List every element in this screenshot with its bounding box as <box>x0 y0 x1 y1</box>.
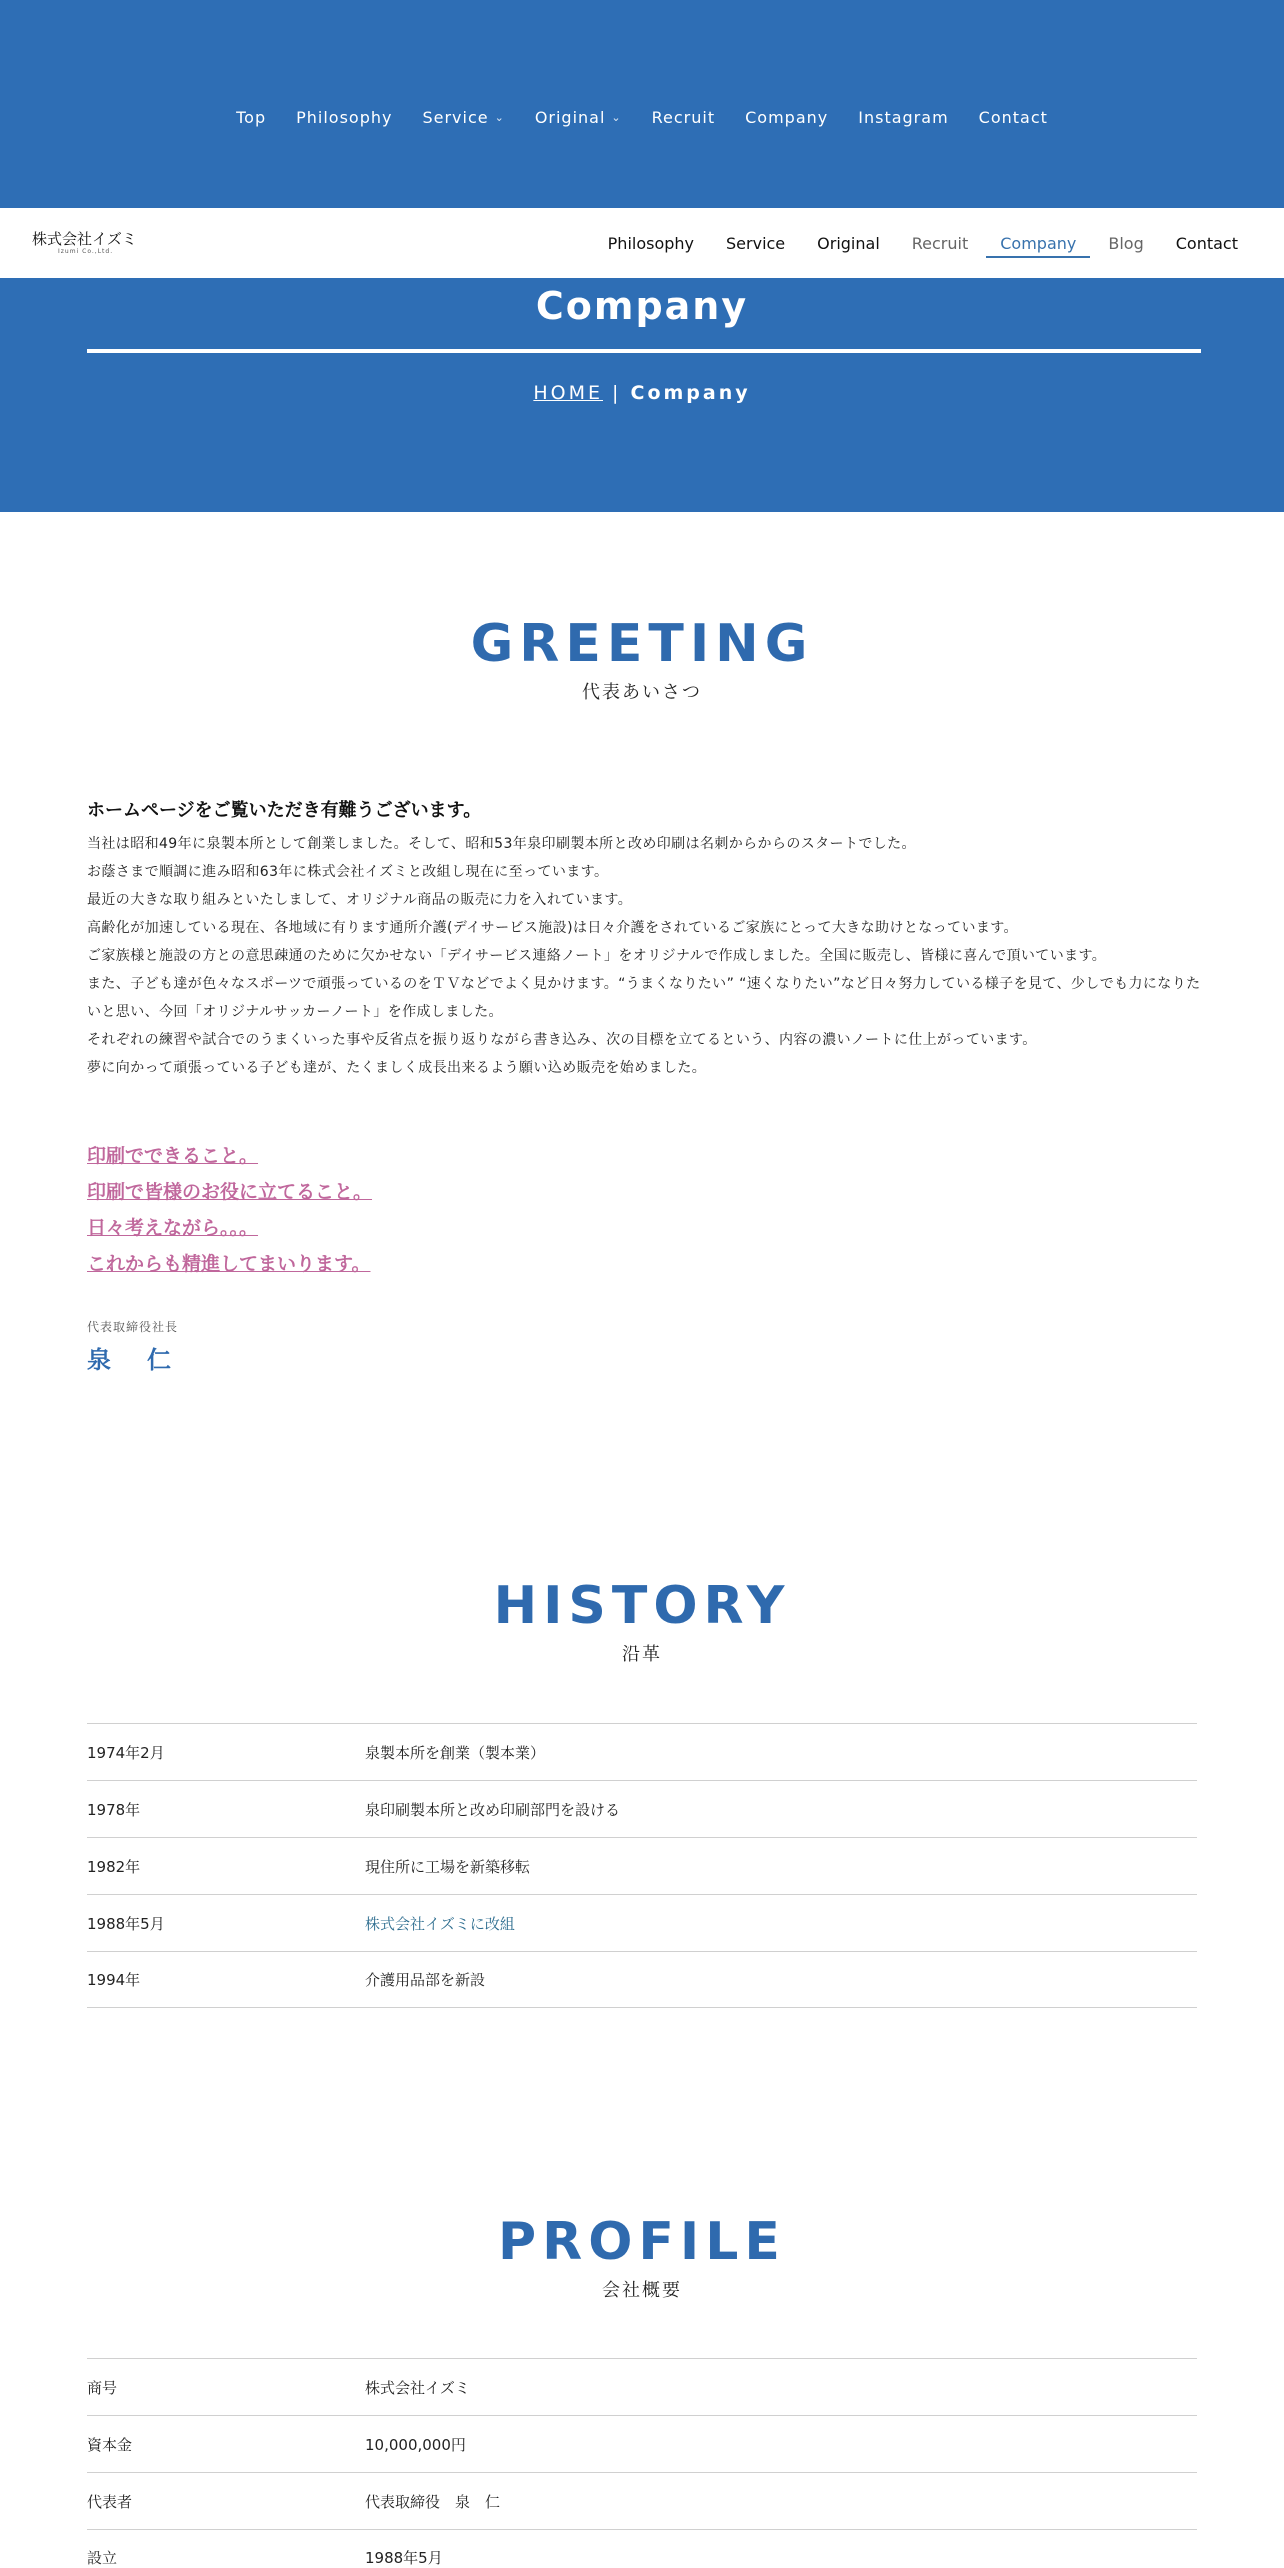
nav-company[interactable]: Company <box>1000 208 1076 278</box>
history-subtitle: 沿革 <box>622 1644 662 1665</box>
history-date: 1994年 <box>87 1971 141 1989</box>
table-row <box>87 1837 1197 1894</box>
table-row <box>87 2529 1197 2568</box>
profile-value: 代表取締役 泉 仁 <box>365 2492 501 2511</box>
top-nav-instagram[interactable]: Instagram <box>858 108 949 127</box>
table-row <box>87 1723 1197 1780</box>
breadcrumb-separator: | <box>612 382 622 404</box>
nav-contact[interactable]: Contact <box>1175 233 1238 253</box>
history-table <box>87 1723 1197 2008</box>
history-event: 現住所に工場を新築移転 <box>365 1857 531 1876</box>
greeting-heading <box>0 614 1284 704</box>
table-row <box>87 1951 1197 2008</box>
history-date: 1974年2月 <box>87 1743 165 1762</box>
highlight-line: 印刷でできること。 <box>87 1145 259 1167</box>
greeting-paragraph: 最近の大きな取り組みといたしまして、オリジナル商品の販売に力を入れています。 <box>87 892 633 908</box>
table-row <box>87 2472 1197 2529</box>
profile-value: 10,000,000円 <box>365 2435 466 2454</box>
profile-key: 商号 <box>87 2378 118 2397</box>
profile-key: 代表者 <box>87 2492 133 2511</box>
profile-key: 資本金 <box>87 2435 133 2454</box>
history-event-link[interactable]: 株式会社イズミに改組 <box>365 1914 515 1933</box>
greeting-paragraph: 当社は昭和49年に泉製本所として創業しました。そして、昭和53年泉印刷製本所と改め印刷は名刺からからのスタートでした。 <box>87 836 916 852</box>
greeting-title: GREETING <box>470 614 814 674</box>
top-nav-band <box>0 0 1284 210</box>
nav-blog[interactable]: Blog <box>1108 233 1144 253</box>
site-header <box>0 208 1284 278</box>
table-row <box>87 1894 1197 1951</box>
chevron-down-icon: ⌄ <box>611 111 622 124</box>
history-event: 泉製本所を創業（製本業） <box>365 1743 546 1762</box>
top-nav-recruit[interactable]: Recruit <box>651 108 716 127</box>
nav-recruit[interactable]: Recruit <box>911 233 969 253</box>
highlight-line: 日々考えながら。。。 <box>87 1217 259 1239</box>
top-nav-top[interactable]: Top <box>236 108 267 127</box>
profile-key: 設立 <box>87 2549 118 2567</box>
greeting-highlights <box>87 1138 372 1282</box>
nav-original[interactable]: Original <box>817 233 880 253</box>
highlight-line: 印刷で皆様のお役に立てること。 <box>87 1181 373 1203</box>
history-event: 介護用品部を新設 <box>365 1971 486 1989</box>
logo-text: 株式会社イズミ <box>32 230 137 248</box>
profile-subtitle: 会社概要 <box>602 2280 682 2301</box>
history-date: 1978年 <box>87 1800 141 1819</box>
signer-role: 代表取締役社長 <box>87 1320 179 1334</box>
greeting-body <box>87 796 1202 1082</box>
main-nav <box>608 208 1238 278</box>
top-nav-company[interactable]: Company <box>745 108 829 127</box>
company-logo[interactable] <box>32 230 137 260</box>
greeting-paragraph: ご家族様と施設の方との意思疎通のために欠かせない「デイサービス連絡ノート」をオリジナルで作成しました。全国に販売し、皆様に喜んで頂いています。 <box>87 948 1107 964</box>
page-hero <box>0 278 1284 512</box>
greeting-paragraph: 夢に向かって頑張っている子ども達が、たくましく成長出来るよう願い込め販売を始めました。 <box>87 1060 707 1076</box>
breadcrumb-home-link[interactable]: HOME <box>533 382 603 404</box>
greeting-paragraph: それぞれの練習や試合でのうまくいった事や反省点を振り返りながら書き込み、次の目標を立てるという、内容の濃いノートに仕上がっています。 <box>87 1032 1037 1048</box>
page-title: Company <box>535 284 749 328</box>
nav-service[interactable]: Service <box>726 233 786 253</box>
top-nav-original[interactable]: Original ⌄ <box>534 108 622 127</box>
table-row <box>87 1780 1197 1837</box>
top-nav-philosophy[interactable]: Philosophy <box>296 108 393 127</box>
history-date: 1982年 <box>87 1857 141 1876</box>
greeting-lead: ホームページをご覧いただき有難うございます。 <box>87 800 482 821</box>
top-nav-contact[interactable]: Contact <box>978 108 1048 127</box>
top-nav <box>0 108 1284 127</box>
history-heading <box>0 1576 1284 1666</box>
history-event: 泉印刷製本所と改め印刷部門を設ける <box>365 1800 621 1819</box>
profile-heading <box>0 2212 1284 2302</box>
top-nav-service[interactable]: Service ⌄ <box>422 108 505 127</box>
breadcrumb <box>0 382 1284 404</box>
history-date: 1988年5月 <box>87 1914 165 1933</box>
greeting-subtitle: 代表あいさつ <box>582 682 702 703</box>
greeting-paragraph: お蔭さまで順調に進み昭和63年に株式会社イズミと改組し現在に至っています。 <box>87 864 609 880</box>
nav-philosophy[interactable]: Philosophy <box>607 233 695 253</box>
title-divider <box>87 349 1201 353</box>
signer-name: 泉 仁 <box>87 1346 177 1374</box>
breadcrumb-current: Company <box>630 382 751 404</box>
logo-subtext: Izumi Co.,Ltd. <box>58 248 114 255</box>
history-title: HISTORY <box>493 1576 791 1636</box>
profile-title: PROFILE <box>498 2212 786 2272</box>
chevron-down-icon: ⌄ <box>494 111 505 124</box>
profile-value: 株式会社イズミ <box>365 2378 470 2397</box>
greeting-paragraph: 高齢化が加速している現在、各地域に有ります通所介護(デイサービス施設)は日々介護をされているご家族にとって大きな助けとなっています。 <box>87 920 1018 936</box>
profile-value: 1988年5月 <box>365 2549 443 2567</box>
greeting-paragraph: また、子ども達が色々なスポーツで頑張っているのをＴＶなどでよく見かけます。“うまくなりたい” “速くなりたい”など日々努力している様子を見て、少しでも力になりたいと思い、今回「オリジナルサッカーノート」を作成しました。 <box>87 976 1201 1020</box>
table-row <box>87 2358 1197 2415</box>
profile-table <box>87 2358 1197 2568</box>
table-row <box>87 2415 1197 2472</box>
highlight-line: これからも精進してまいります。 <box>87 1253 371 1275</box>
